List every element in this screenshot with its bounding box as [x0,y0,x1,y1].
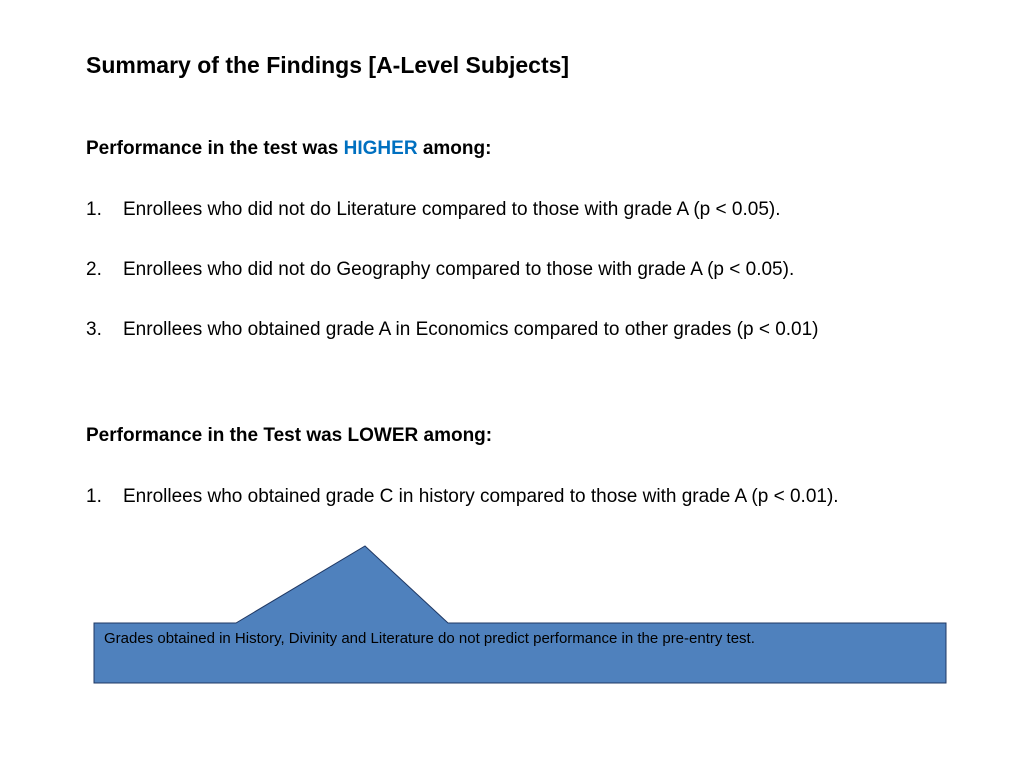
higher-heading-prefix: Performance in the test was [86,138,339,159]
slide-title: Summary of the Findings [A-Level Subjects] [86,52,570,78]
list-number: 1. [86,199,102,220]
callout-text: Grades obtained in History, Divinity and Literature do not predict performance in the pre-entry test. [104,630,755,647]
list-item-text: Enrollees who did not do Literature compared to those with grade A (p < 0.05). [123,199,781,220]
lower-heading: Performance in the Test was LOWER among: [86,425,493,446]
list-number: 1. [86,486,102,507]
list-item-text: Enrollees who obtained grade C in history compared to those with grade A (p < 0.01). [123,486,839,507]
list-number: 3. [86,319,102,340]
list-item-text: Enrollees who obtained grade A in Economics compared to other grades (p < 0.01) [123,319,819,340]
list-number: 2. [86,259,102,280]
list-item-text: Enrollees who did not do Geography compared to those with grade A (p < 0.05). [123,259,795,280]
higher-heading-suffix: among: [422,138,492,159]
higher-highlight: HIGHER [343,138,418,159]
